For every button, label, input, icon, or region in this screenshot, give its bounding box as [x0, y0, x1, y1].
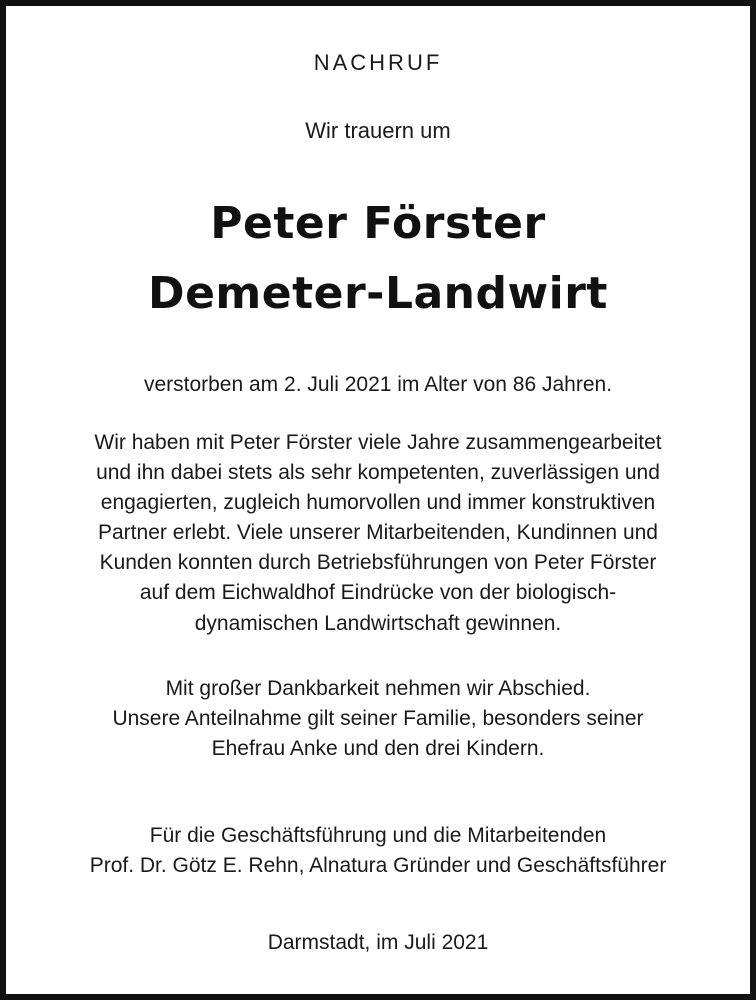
tribute-line: Partner erlebt. Viele unserer Mitarbeitenden, Kundinnen und [98, 521, 658, 544]
tribute-line: engagierten, zugleich humorvollen und immer konstruktiven [100, 491, 656, 514]
tribute-line: und ihn dabei stets als sehr kompetenten, zuverlässigen und [96, 461, 660, 484]
tribute-line: Kunden konnten durch Betriebsführungen von Peter Förster [99, 551, 657, 574]
tribute-line: dynamischen Landwirtschaft gewinnen. [194, 612, 562, 635]
deceased-title: Demeter-Landwirt [148, 268, 608, 319]
place-date: Darmstadt, im Juli 2021 [267, 931, 489, 954]
farewell-line: Mit großer Dankbarkeit nehmen wir Abschied. [165, 677, 591, 700]
deceased-name: Peter Förster [210, 198, 546, 249]
death-notice: verstorben am 2. Juli 2021 im Alter von 86 Jahren. [143, 373, 613, 396]
farewell-line: Unsere Anteilnahme gilt seiner Familie, besonders seiner [112, 707, 644, 730]
signature-line: Prof. Dr. Götz E. Rehn, Alnatura Gründer und Geschäftsführer [89, 854, 667, 877]
tribute-line: auf dem Eichwaldhof Eindrücke von der biologisch- [139, 581, 617, 604]
heading: NACHRUF [313, 50, 443, 75]
tribute-line: Wir haben mit Peter Förster viele Jahre zusammengearbeitet [94, 431, 662, 454]
signature-line: Für die Geschäftsführung und die Mitarbeitenden [149, 824, 607, 847]
intro-text: Wir trauern um [305, 118, 451, 143]
farewell-line: Ehefrau Anke und den drei Kindern. [211, 737, 545, 760]
